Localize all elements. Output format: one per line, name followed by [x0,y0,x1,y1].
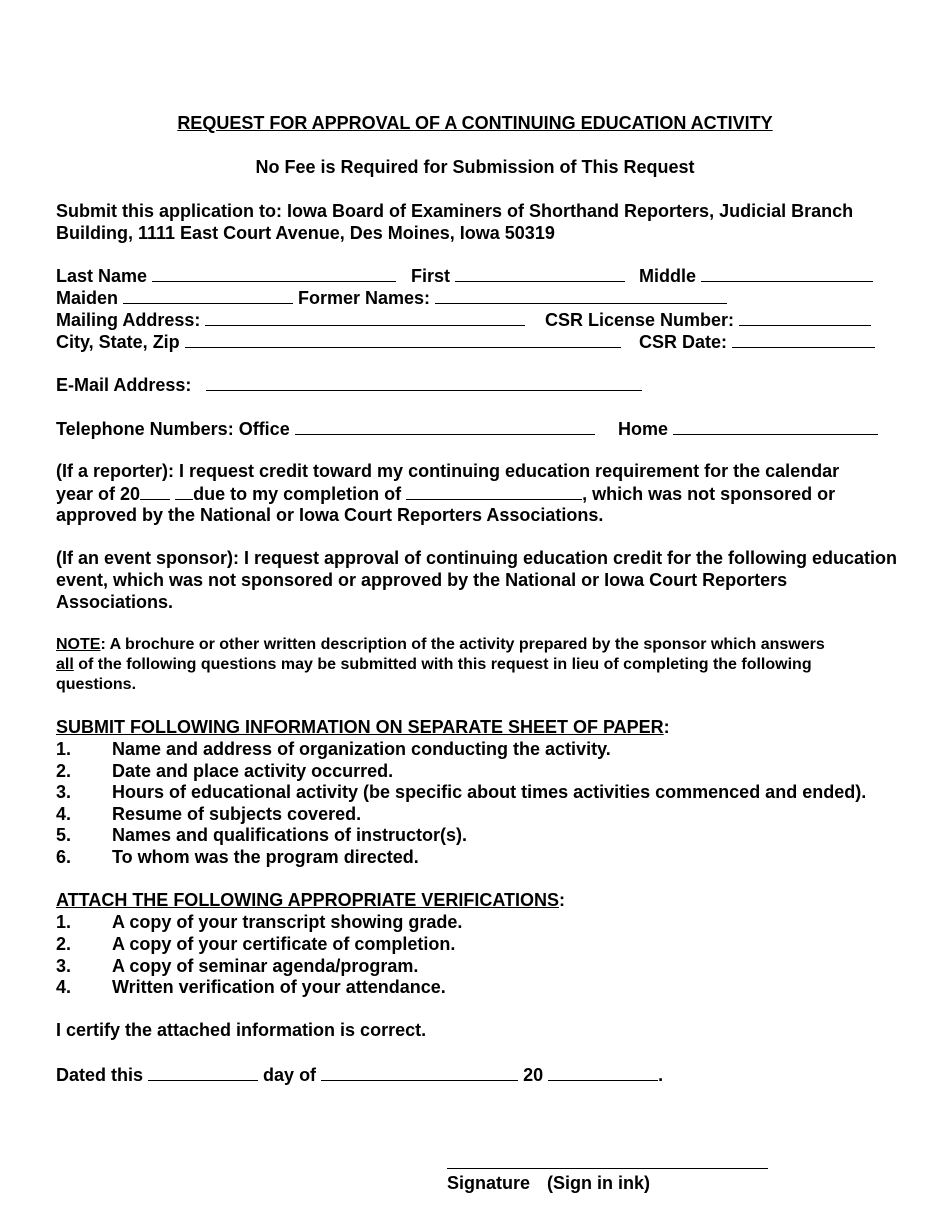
list-item-text: Written verification of your attendance. [112,977,446,997]
note-line1 [56,635,825,655]
dated-this-label: Dated this [56,1065,144,1085]
reporter-line2 [56,482,835,505]
telephone-office-label: Telephone Numbers: Office [56,419,290,439]
certify-statement: I certify the attached information is correct. [56,1020,427,1040]
first-name-label: First [411,266,451,286]
dated-period: . [658,1065,664,1085]
list-item-number: 4. [56,977,72,997]
email-input[interactable] [206,373,642,391]
list-item [56,738,611,760]
city-state-zip-label: City, State, Zip [56,332,180,352]
list-item-number: 2. [56,934,72,954]
list-item [56,781,866,803]
csr-date-field [639,330,875,353]
csr-date-label: CSR Date: [639,332,728,352]
submit-heading [56,716,670,738]
note-all: all [56,656,74,673]
middle-name-field [639,264,873,287]
signature-line[interactable] [447,1168,768,1169]
reporter-line3: approved by the National or Iowa Court Reporters Associations. [56,505,604,525]
year-input-1[interactable] [140,482,170,500]
email-field [56,373,642,396]
day-input[interactable] [148,1063,258,1081]
list-item [56,824,467,846]
reporter-line1: (If a reporter): I request credit toward my continuing education requirement for the calendar [56,461,840,481]
last-name-label: Last Name [56,266,148,286]
telephone-office-field [56,417,595,440]
list-item-number: 4. [56,804,72,824]
list-item-number: 3. [56,956,72,976]
list-item-text: A copy of your transcript showing grade. [112,912,463,932]
attach-heading-text: ATTACH THE FOLLOWING APPROPRIATE VERIFICATIONS [56,890,559,910]
former-names-label: Former Names: [298,288,431,308]
note-line2 [56,655,812,675]
mailing-address-field [56,308,525,331]
former-names-input[interactable] [435,286,727,304]
telephone-home-label: Home [618,419,669,439]
first-name-field [411,264,625,287]
list-item-text: Name and address of organization conducting the activity. [112,739,611,759]
reporter-which-label: , which was not sponsored or [582,484,836,504]
signature-note: (Sign in ink) [547,1173,651,1193]
reporter-due-label: due to my completion of [193,484,402,504]
day-of-label: day of [263,1065,317,1085]
list-item [56,911,462,933]
csr-license-field [545,308,871,331]
list-item-number: 1. [56,912,72,932]
list-item [56,955,418,977]
first-name-input[interactable] [455,264,625,282]
signature-label: Signature [447,1173,531,1193]
telephone-home-input[interactable] [673,417,878,435]
list-item-text: A copy of your certificate of completion. [112,934,456,954]
mailing-address-input[interactable] [205,308,525,326]
dated-line [56,1063,663,1086]
list-item-text: Resume of subjects covered. [112,804,362,824]
csr-license-input[interactable] [739,308,871,326]
list-item-text: Names and qualifications of instructor(s). [112,825,468,845]
maiden-field [56,286,293,309]
middle-name-input[interactable] [701,264,873,282]
csr-date-input[interactable] [732,330,875,348]
signature-caption [447,1172,650,1194]
page-title: REQUEST FOR APPROVAL OF A CONTINUING EDUCATION ACTIVITY [177,113,773,133]
attach-heading-colon: : [558,890,565,910]
telephone-office-input[interactable] [295,417,595,435]
last-name-field [56,264,396,287]
submit-to-line2: Building, 1111 East Court Avenue, Des Moines, Iowa 50319 [56,223,555,243]
month-input[interactable] [321,1063,518,1081]
city-state-zip-input[interactable] [185,330,621,348]
list-item-number: 6. [56,847,72,867]
list-item [56,976,446,998]
list-item [56,933,455,955]
year-input-2[interactable] [175,482,193,500]
list-item-number: 3. [56,782,72,802]
submit-to-line1: Submit this application to: Iowa Board of Examiners of Shorthand Reporters, Judicial Branch [56,201,854,221]
list-item-number: 2. [56,761,72,781]
city-state-zip-field [56,330,621,353]
submit-heading-colon: : [663,717,670,737]
attach-heading [56,889,565,911]
completion-input[interactable] [406,482,582,500]
list-item-number: 5. [56,825,72,845]
page-subtitle: No Fee is Required for Submission of This Request [255,157,695,177]
sponsor-paragraph: (If an event sponsor): I request approval of continuing education credit for the following education event, which was not sponsored or approved by the National or Iowa Court Reporters Associations. [56,548,898,612]
note-label: NOTE [56,636,101,653]
note-text1: : A brochure or other written description of the activity prepared by the sponsor which answers [100,636,825,653]
middle-name-label: Middle [639,266,696,286]
csr-license-label: CSR License Number: [545,310,735,330]
list-item-text: To whom was the program directed. [112,847,419,867]
last-name-input[interactable] [152,264,396,282]
year-prefix-label: 20 [523,1065,544,1085]
email-label: E-Mail Address: [56,375,192,395]
year-input[interactable] [548,1063,658,1081]
list-item-text: Hours of educational activity (be specific about times activities commenced and ended). [112,782,867,802]
list-item-number: 1. [56,739,72,759]
list-item [56,760,393,782]
note-text2: of the following questions may be submitted with this request in lieu of completing the following [73,656,812,673]
list-item [56,803,361,825]
note-line3: questions. [56,676,137,693]
telephone-home-field [618,417,878,440]
maiden-input[interactable] [123,286,293,304]
mailing-address-label: Mailing Address: [56,310,201,330]
maiden-label: Maiden [56,288,119,308]
list-item [56,846,419,868]
former-names-field [298,286,727,309]
list-item-text: A copy of seminar agenda/program. [112,956,419,976]
submit-heading-text: SUBMIT FOLLOWING INFORMATION ON SEPARATE SHEET OF PAPER [56,717,664,737]
list-item-text: Date and place activity occurred. [112,761,394,781]
reporter-year-label: year of 20 [56,484,141,504]
